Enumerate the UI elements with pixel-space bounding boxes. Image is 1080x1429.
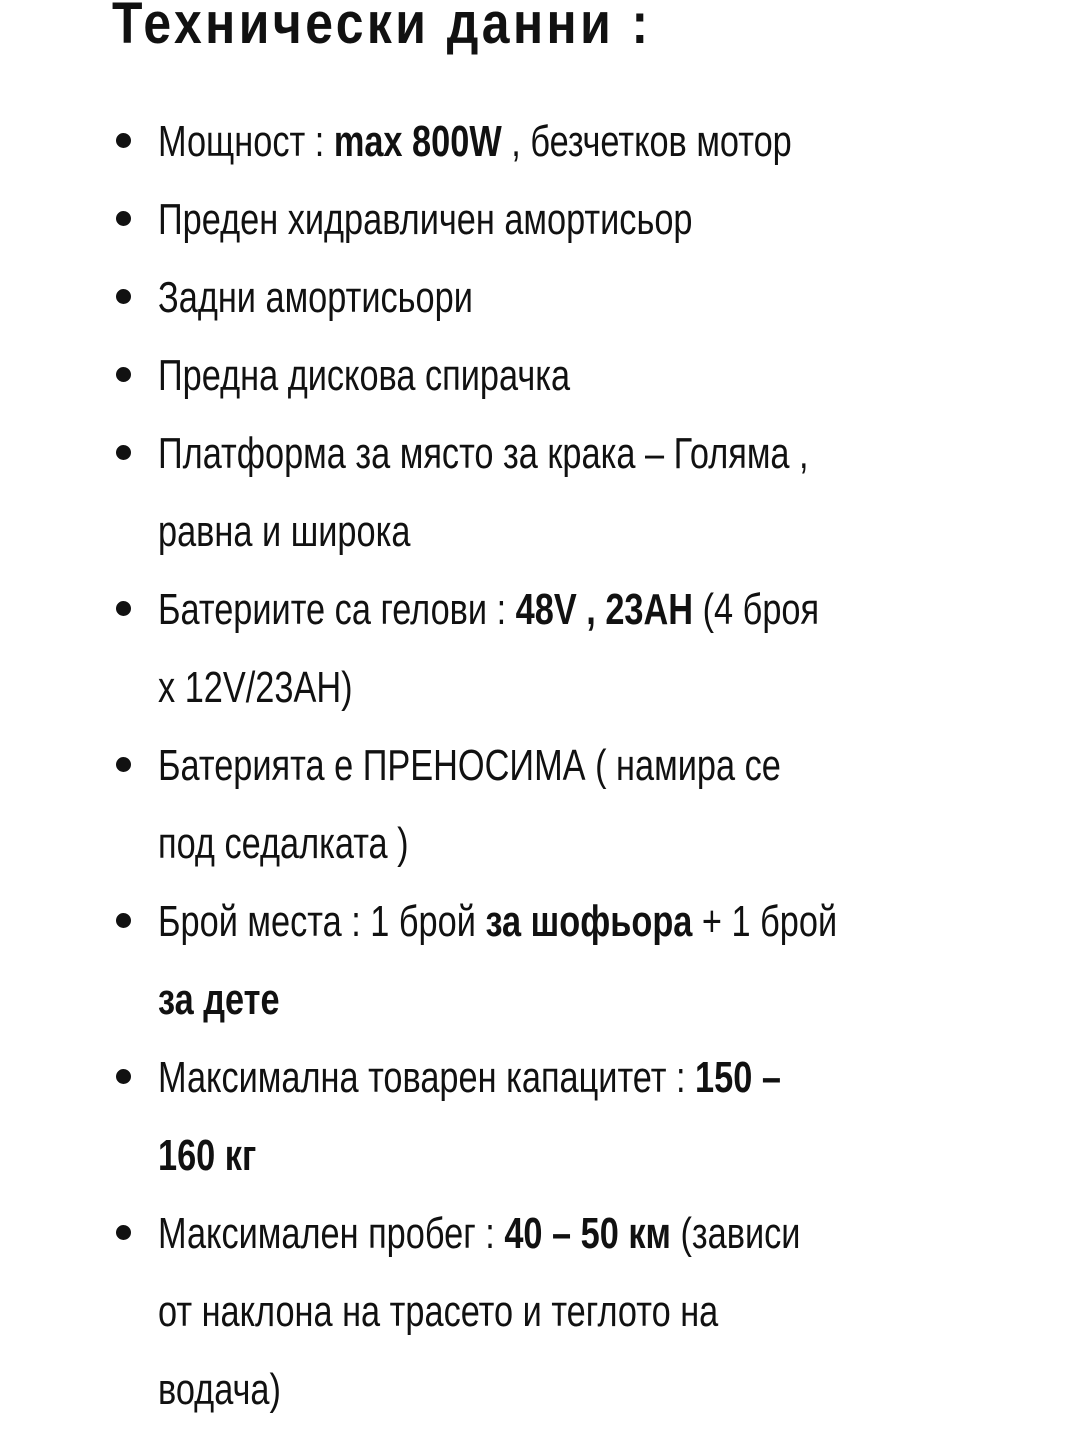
spec-line [158,337,807,415]
spec-text: Платформа за място за крака – Голяма , [158,429,809,478]
spec-text: равна и широка [158,507,411,556]
spec-line [158,493,807,571]
spec-line [158,1117,807,1195]
spec-text: под седалката ) [158,819,409,868]
spec-line [158,883,838,961]
spec-item [110,1195,990,1429]
spec-item [110,181,990,259]
spec-text: Предна дискова спирачка [158,351,571,400]
bullet-icon [116,1069,131,1084]
bullet-icon [116,367,131,382]
spec-text: Задни амортисьори [158,273,473,322]
spec-line [158,727,807,805]
spec-item [110,883,990,1039]
spec-text: (4 броя [693,585,820,634]
bullet-icon [116,289,131,304]
spec-line [158,1039,807,1117]
spec-text: Батерията е ПРЕНОСИМА ( намира се [158,741,781,790]
spec-line [158,103,807,181]
spec-text: + 1 брой [692,897,838,946]
bullet-icon [116,211,131,226]
spec-text: от наклона на трасето и теглото на [158,1287,719,1336]
spec-value: за шофьора [485,897,693,946]
spec-item [110,337,990,415]
bullet-icon [116,133,131,148]
spec-line [158,1195,807,1273]
spec-text: водача) [158,1365,281,1414]
spec-line [158,181,807,259]
spec-line [158,1351,807,1429]
spec-text: Преден хидравличен амортисьор [158,195,693,244]
bullet-icon [116,1225,131,1240]
spec-line [158,805,807,883]
spec-text: , безчетков мотор [501,117,792,166]
spec-text: Максимална товарен капацитет : [158,1053,696,1102]
bullet-icon [116,601,131,616]
bullet-icon [116,445,131,460]
spec-text: Батериите са гелови : [158,585,516,634]
spec-line [158,961,807,1039]
spec-value: за дете [158,975,280,1024]
spec-text: x 12V/23AH) [158,663,353,712]
spec-list [110,103,990,1429]
spec-line [158,415,807,493]
spec-text: (зависи [670,1209,801,1258]
spec-value: 40 – 50 км [504,1209,671,1258]
bullet-icon [116,757,131,772]
page-title: Технически данни : [112,0,652,56]
spec-value: 150 – [695,1053,781,1102]
spec-line [158,571,820,649]
spec-item [110,415,990,571]
spec-item [110,103,990,181]
spec-line [158,1273,807,1351]
spec-item [110,1039,990,1195]
spec-value: max 800W [333,117,502,166]
spec-value: 160 кг [158,1131,257,1180]
spec-text: Максимален пробег : [158,1209,505,1258]
spec-line [158,649,807,727]
spec-text: Брой места : 1 брой [158,897,486,946]
spec-item [110,571,990,727]
spec-line [158,259,807,337]
spec-value: 48V , 23AH [515,585,694,634]
spec-text: Мощност : [158,117,334,166]
spec-item [110,727,990,883]
bullet-icon [116,913,131,928]
spec-item [110,259,990,337]
